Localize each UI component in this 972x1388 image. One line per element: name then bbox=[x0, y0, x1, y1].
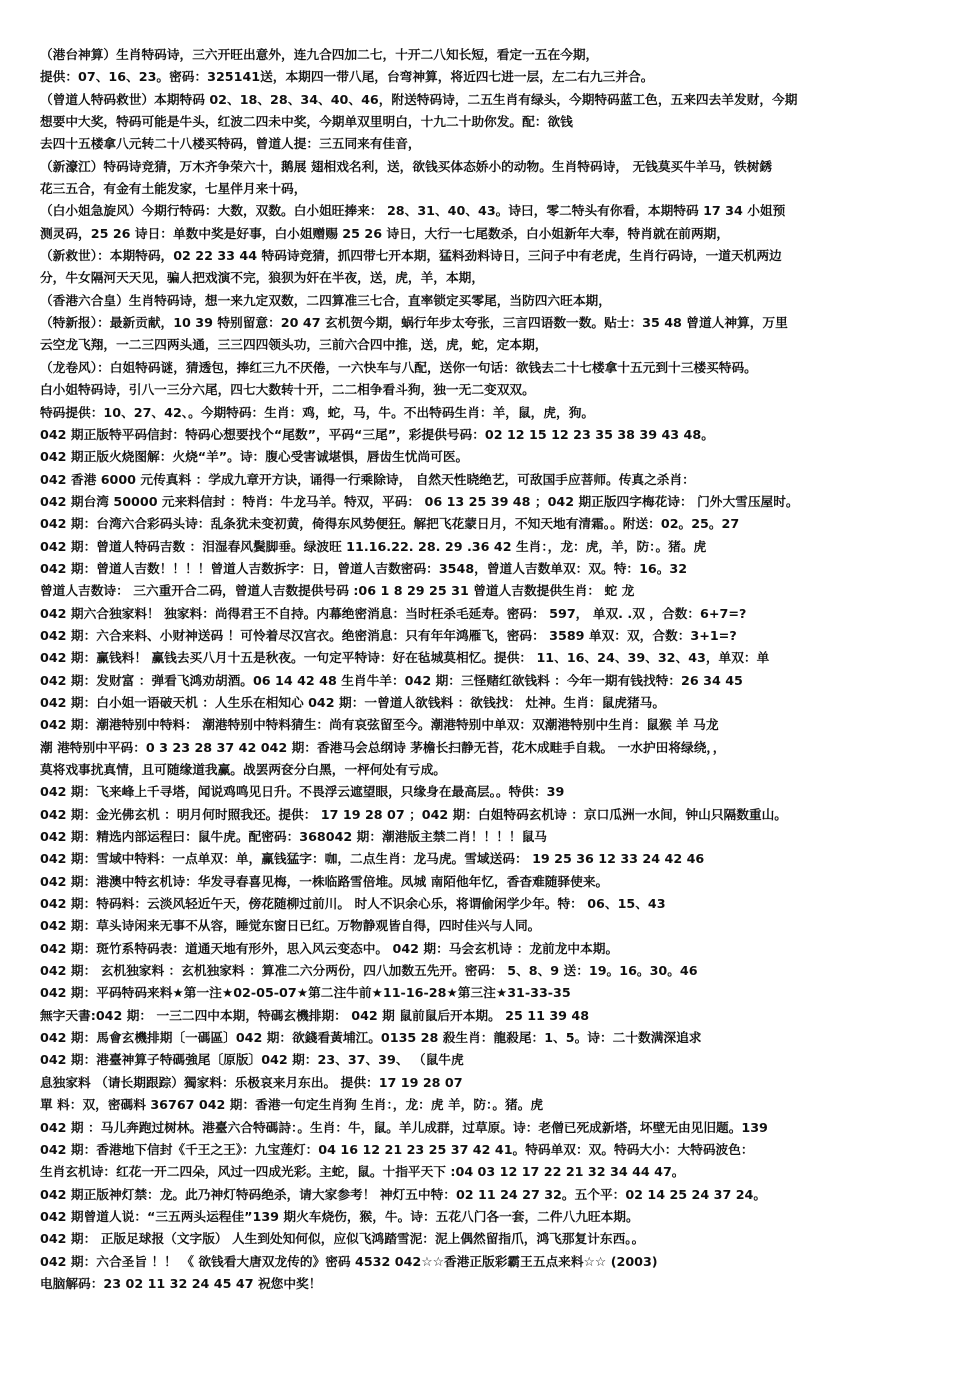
lottery-text-sheet bbox=[40, 44, 962, 1295]
text-line: 042 期：平码特码来料★第一注★02-05-07★第二注牛前★11-16-28★第三注★31-33-35 bbox=[40, 985, 571, 1001]
text-line: 042 期： 正版足球报（文字版） 人生到处知何似，应似飞鸿踏雪泥：泥上偶然留指爪，鸿飞那复计东西。。 bbox=[40, 1231, 645, 1247]
text-line: 042 期：飞来峰上千寻塔，闻说鸡鸣见日升。不畏浮云遮望眼，只缘身在最高层。。特供：39 bbox=[40, 784, 565, 800]
text-line: 042 期：港澳中特玄机诗：华发寻春喜见梅，一株临路雪倍堆。凤城 南陌他年忆，香杳难随驿使来。 bbox=[40, 873, 609, 889]
text-line: 042 期：曾道人吉数！！！！曾道人吉数拆字：日，曾道人吉数密码：3548，曾道人吉数单双：双。特：16。32 bbox=[40, 560, 688, 576]
text-line: 042 期：台湾六合彩码头诗：乱条犹未变初黄，倚得东风势便狂。解把飞花蒙日月，不知天地有清霜。。附送：02。25。27 bbox=[40, 516, 740, 532]
text-line: 無字天書:042 期： 一三二四中本期，特碼玄機排期： 042 期 鼠前鼠后开本期。 25 11 39 48 bbox=[40, 1007, 590, 1023]
text-line: 042 期：金光佛玄机 ：明月何时照我还。提供： 17 19 28 07 ；042 期：白姐特码玄机诗 ：京口瓜洲一水间，钟山只隔数重山。 bbox=[40, 806, 787, 822]
text-line: 潮 港特别中平码：0 3 23 28 37 42 042 期：香港马会总纲诗 茅檐长扫静无苔，花木成畦手自栽。 一水护田将绿绕，， bbox=[40, 739, 726, 755]
text-line: 042 期曾道人说：“三五两头运程佳”139 期火车烧伤，猴，牛。诗：五花八门各一套，二件八九旺本期。 bbox=[40, 1208, 639, 1224]
text-line: 042 期：发财富 ：弹看飞鸿劝胡酒。06 14 42 48 生肖牛羊：042 期：三怪赌红欲钱料 ：今年一期有钱找特：26 34 45 bbox=[40, 672, 743, 688]
text-line: 042 期：六合来料、小财神送码 ！可怜着尽汉宫衣。绝密消息：只有年年鸿雁飞，密码： 3589 单双：双，合数：3+1=? bbox=[40, 627, 737, 643]
text-line: 042 期：特码料：云淡风轻近午天，傍花随柳过前川。 时人不识余心乐，将谓偷闲学少年。特： 06、15、43 bbox=[40, 896, 666, 912]
text-line: 042 期台湾 50000 元来料信封 ：特肖：牛龙马羊。特双，平码： 06 13 25 39 48 ；042 期正版四字梅花诗： 门外大雪压屋时。 bbox=[40, 493, 799, 509]
text-line: 想要中大奖，特码可能是牛头，红波二四未中奖，今期单双里明白，十九二十助你发。配：欲钱 bbox=[40, 114, 573, 130]
text-line: 042 期 ：马儿奔跑过树林。港臺六合特碼詩：。生肖：牛，鼠。羊儿成群，过草原。诗：老僧已死成新塔，坏壁无由见旧题。139 bbox=[40, 1119, 768, 1135]
text-line: 042 期： 玄机独家料 ：玄机独家料 ：算准二六分两份，四八加数五先开。密码： 5、8、9 送：19。16。30。46 bbox=[40, 963, 698, 979]
text-line: 042 香港 6000 元传真料 ：学成九章开方诀，诵得一行乘除诗， 自然天性晓绝艺，可敌国手应菩师。传真之杀肖： bbox=[40, 471, 695, 487]
text-line: 息独家料 （请长期跟踪）獨家料：乐极哀来月东出。 提供：17 19 28 07 bbox=[40, 1074, 463, 1090]
text-line: 042 期：精选内部运程曰：鼠牛虎。配密码：368042 期：潮港版主禁二肖！！！！鼠马 bbox=[40, 829, 547, 845]
text-line: （港台神算）生肖特码诗，三六开旺出意外，连九合四加二七，十开二八知长短，看定一五在今期， bbox=[40, 47, 599, 62]
text-line: 去四十五楼拿八元转二十八楼买特码，曾道人提：三五同来有佳音， bbox=[40, 136, 421, 152]
text-line: 电脑解码：23 02 11 32 24 45 47 祝您中奖！ bbox=[40, 1275, 322, 1291]
text-line: 分，牛女隔河天天见，骗人把戏演不完，狼狈为奸在半夜，送，虎，羊，本期， bbox=[40, 270, 485, 286]
text-line: 曾道人吉数诗： 三六重开合二码，曾道人吉数提供号码 :06 1 8 29 25 31 曾道人吉数提供生肖： 蛇 龙 bbox=[40, 583, 635, 599]
text-line: 042 期：潮港特别中特料： 潮港特别中特料猜生：尚有哀弦留至今。潮港特别中单双：双潮港特别中生肖：鼠猴 羊 马龙 bbox=[40, 717, 719, 733]
text-line: 042 期正版神灯禁：龙。此乃神灯特码绝杀，请大家参考！ 神灯五中特：02 11 24 27 32。五个平：02 14 25 24 37 24。 bbox=[40, 1186, 767, 1202]
text-line: 042 期：赢钱料！ 赢钱去买八月十五是秋夜。一句定平特诗：好在毡城莫相忆。提供： 11、16、24、39、32、43，单双：单 bbox=[40, 650, 770, 666]
text-line: 测灵码，25 26 诗日：单数中奖是好事，白小姐赠赐 25 26 诗日，大行一七尾数杀，白小姐新年大奉，特肖就在前两期， bbox=[40, 225, 730, 241]
text-line: 生肖玄机诗：红花一开二四朵，风过一四成光彩。主蛇，鼠。十指平天下 :04 03 12 17 22 21 32 34 44 47。 bbox=[40, 1164, 685, 1180]
text-line: （新救世）：本期特码，02 22 33 44 特码诗竞猜，抓四带七开本期，猛料劲料诗日，三问子中有老虎，生肖行码诗，一道天机两边 bbox=[40, 248, 782, 264]
text-line: 042 期：雪域中特料：一点单双：单，赢钱猛字：咖，二点生肖：龙马虎。雪域送码： 19 25 36 12 33 24 42 46 bbox=[40, 851, 705, 867]
text-line: 042 期正版火烧图解：火烧“羊”。诗：腹心受害诚堪惧，唇齿生忧尚可医。 bbox=[40, 449, 469, 465]
text-line: （曾道人特码救世）本期特码 02、18、28、34、40、46，附送特码诗，二五生肖有绿头，今期特码蓝工色，五来四去羊发财，今期 bbox=[40, 91, 798, 107]
text-line: 云空龙飞翔，一二三四两头通，三三四四领头功，三前六合四中推，送，虎，蛇，定本期， bbox=[40, 337, 548, 353]
text-line: 莫将戏事扰真情，且可随缘道我赢。战罢两奁分白黑，一枰何处有亏成。 bbox=[40, 762, 446, 777]
text-line: （特新报）：最新贡献，10 39 特别留意：20 47 玄机贺今期，蜗行年步太夸张，三言四语数一数。贴士：35 48 曾道人神算，万里 bbox=[40, 315, 788, 331]
text-line: 花三五合，有金有土能发家，七星伴月来十码， bbox=[40, 181, 307, 197]
text-line: 042 期：草头诗闲来无事不从容，睡觉东窗日已红。万物静观皆自得，四时佳兴与人同。 bbox=[40, 918, 541, 934]
text-line: 042 期：曾道人特码吉数 ：泪湿春风鬓脚垂。绿波旺 11.16.22. 28. 29 .36 42 生肖：，龙：虎，羊，防：。猪。虎 bbox=[40, 538, 707, 554]
text-line: （白小姐急旋风）今期行特码：大数，双数。白小姐旺捧来： 28、31、40、43。诗曰，零二特头有你看，本期特码 17 34 小姐预 bbox=[40, 203, 786, 219]
text-line: 白小姐特码诗，引八一三分六尾，四七大数转十开，二二相争看斗狗，独一无二变双双。 bbox=[40, 382, 535, 398]
text-line: 提供：07、16、23。密码：325141送，本期四一带八尾，台弯神算，将近四七进一层，左二右九三并合。 bbox=[40, 69, 654, 85]
text-line: 042 期正版特平码信封：特码心想要找个“尾数”，平码“三尾”，彩提供号码：02 12 15 12 23 35 38 39 43 48。 bbox=[40, 426, 714, 442]
text-line: 042 期：斑竹系特码表：道通天地有形外，思入风云变态中。 042 期：马会玄机诗 ：龙前龙中本期。 bbox=[40, 940, 619, 956]
text-line: 042 期：港臺神算子特碼強尾〔原版〕042 期：23、37、39、 （鼠牛虎 bbox=[40, 1052, 464, 1068]
text-line: 特码提供：10、27、42、。今期特码：生肖：鸡，蛇，马，牛。不出特码生肖：羊，鼠，虎，狗。 bbox=[40, 404, 595, 420]
text-line: 042 期：香港地下信封《千王之王》：九宝莲灯：04 16 12 21 23 25 37 42 41。特码单双：双。特码大小：大特码波色： bbox=[40, 1141, 754, 1157]
text-line: （新濠江）特码诗竞猜，万木齐争荣六十，鹅展 翅相戏名利，送，欲钱买体态娇小的动物。生肖特码诗， 无钱莫买牛羊马，铁树銹 bbox=[40, 158, 773, 174]
text-line: 042 期六合独家料！ 独家料：尚得君王不自持。内幕绝密消息：当时枉杀毛延寿。密码： 597， 单双. .双 ，合数：6+7=? bbox=[40, 605, 747, 621]
text-line: （香港六合皇）生肖特码诗，想一来九定双数，二四算准三七合，直率锁定买零尾，当防四六旺本期， bbox=[40, 292, 611, 308]
text-line: 單 料：双，密碼料 36767 042 期：香港一句定生肖狗 生肖：，龙：虎 羊，防：。猪。虎 bbox=[40, 1097, 544, 1113]
text-line: 042 期：白小姐一语破天机 ：人生乐在相知心 042 期：一曾道人欲钱料 ：欲钱找： 灶神。生肖：鼠虎猪马。 bbox=[40, 694, 666, 710]
text-line: 042 期：六合圣旨 ！！ 《 欲钱看大唐双龙传的》密码 4532 042☆☆香港正版彩霸王五点来料☆☆ (2003) bbox=[40, 1253, 658, 1269]
text-line: 042 期：馬會玄機排期〔一碼區〕042 期：欲錢看黃埔江。0135 28 殺生肖：龍殺尾：1、5。诗：二十数满深追求 bbox=[40, 1030, 702, 1046]
text-line: （龙卷风）：白姐特码谜，猜透包，捧红三九不厌倦，一六快车与八配，送你一句话：欲钱去二十七楼拿十五元到十三楼买特码。 bbox=[40, 359, 757, 375]
